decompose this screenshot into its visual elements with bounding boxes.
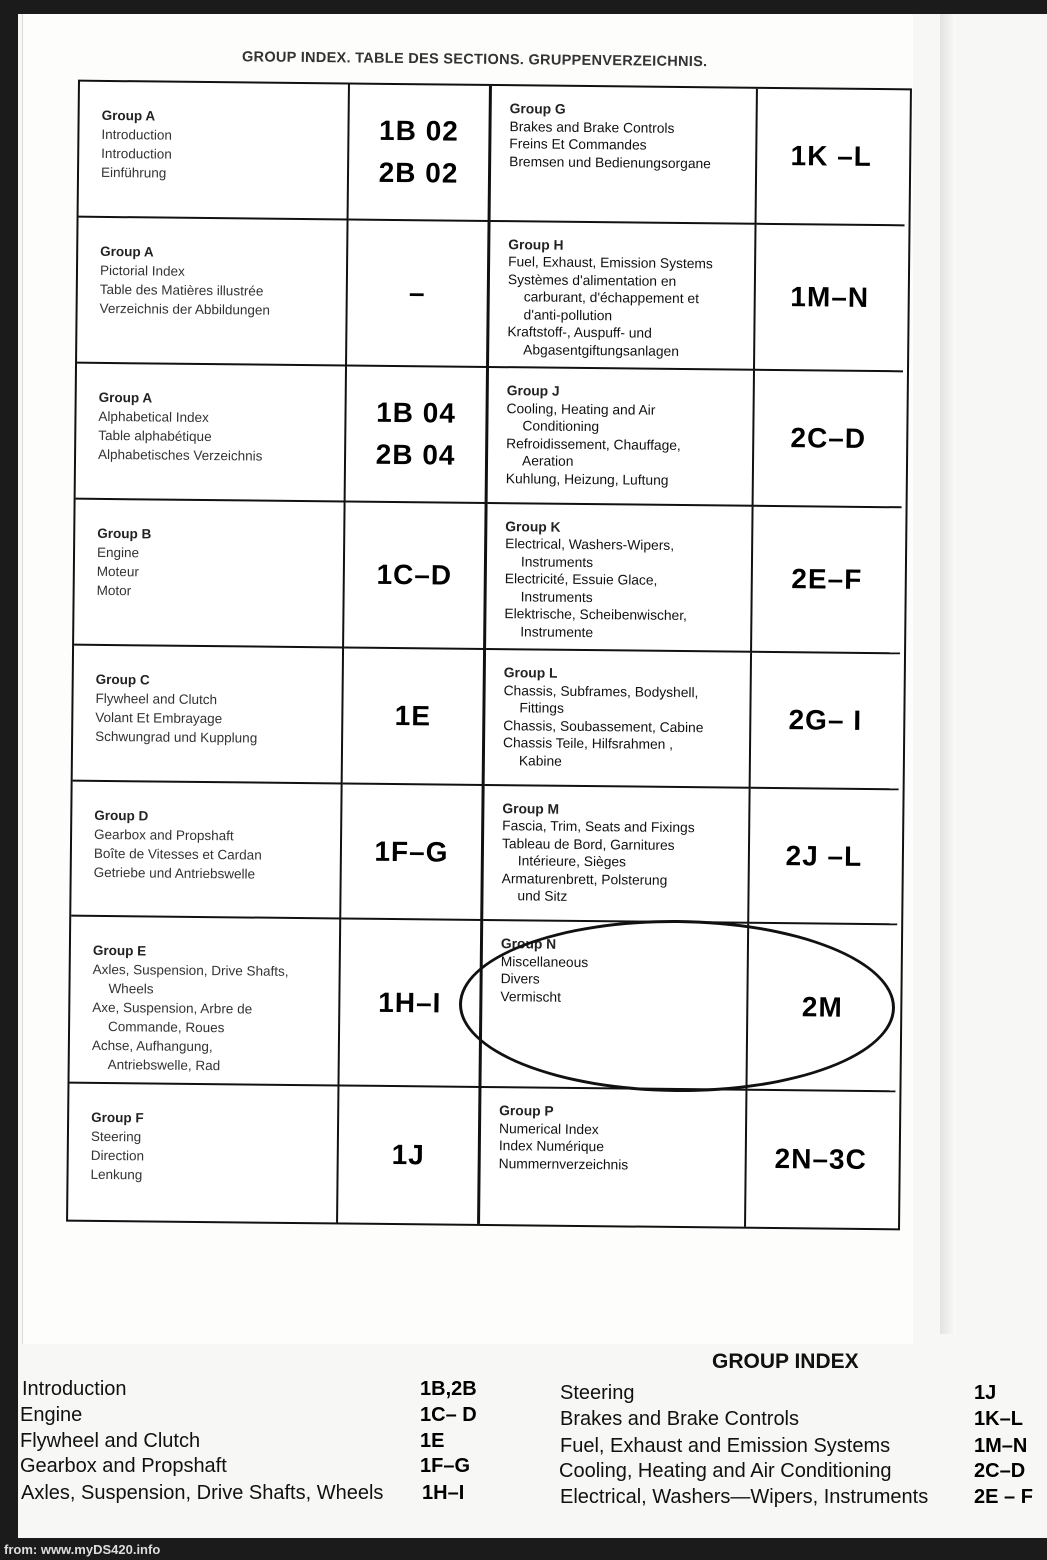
section-code: 1E <box>394 700 432 732</box>
section-code: 1C–D <box>376 558 453 591</box>
group-label: Group A <box>100 243 154 260</box>
right-code-cell <box>749 789 898 926</box>
description-line: Boîte de Vitesses et Cardan <box>93 845 262 863</box>
description-line: Electricité, Essuie Glace, <box>504 571 658 588</box>
right-description-cell <box>489 222 757 371</box>
right-description-cell <box>480 1088 747 1226</box>
right-code-cell <box>755 224 905 372</box>
bottom-index-label: Introduction <box>22 1378 127 1400</box>
description-line: Kuhlung, Heizung, Luftung <box>505 470 669 488</box>
right-code-cell <box>757 89 906 226</box>
description-line: Introduction <box>101 126 173 143</box>
description-line: Verzeichnis der Abbildungen <box>99 300 271 318</box>
left-description-cell <box>79 82 350 220</box>
description-line: Instrumente <box>520 624 594 640</box>
description-line: Chassis, Soubassement, Cabine <box>503 717 704 735</box>
photo-border-top <box>0 0 1047 14</box>
section-code: 1B 02 <box>378 114 460 147</box>
group-label: Group A <box>98 389 153 406</box>
left-code-cell <box>347 220 491 368</box>
page-title: GROUP INDEX. TABLE DES SECTIONS. GRUPPENVERZEICHNIS. <box>241 49 708 71</box>
bottom-group-index <box>0 1344 1047 1538</box>
bottom-index-code: 1K–L <box>974 1408 1023 1430</box>
description-line: Abgasentgiftungsanlagen <box>523 341 680 359</box>
bottom-index-code: 1F–G <box>420 1455 471 1477</box>
bottom-index-label: Flywheel and Clutch <box>20 1430 201 1452</box>
section-code: 2G– I <box>788 704 863 736</box>
group-label: Group A <box>101 107 156 124</box>
group-label: Group J <box>506 383 560 399</box>
description-line: Motor <box>96 582 132 598</box>
group-label: Group G <box>509 101 566 117</box>
left-code-cell <box>346 367 489 504</box>
description-line: Systèmes d'alimentation en <box>507 271 677 289</box>
right-description-cell <box>483 786 750 924</box>
left-code-cell <box>341 784 484 921</box>
bottom-index-code: 1M–N <box>974 1435 1028 1457</box>
left-description-cell <box>73 646 344 784</box>
description-line: Steering <box>90 1129 142 1145</box>
description-line: Alphabetisches Verzeichnis <box>97 446 263 464</box>
description-line: Nummernverzeichnis <box>498 1156 629 1173</box>
photo-border-left <box>0 0 18 1560</box>
right-description-cell <box>491 86 758 224</box>
group-label: Group P <box>499 1103 554 1120</box>
description-line: Conditioning <box>522 418 600 435</box>
description-line: Intérieure, Sièges <box>517 853 627 870</box>
left-description-cell <box>76 364 347 502</box>
group-label: Group D <box>94 807 149 824</box>
description-line: und Sitz <box>517 888 568 905</box>
left-description-cell <box>68 1084 339 1222</box>
description-line: Engine <box>96 544 140 561</box>
bottom-index-code: 1E <box>420 1430 445 1452</box>
description-line: Kabine <box>518 753 562 769</box>
right-description-cell <box>486 504 754 653</box>
description-line: Volant Et Embrayage <box>95 710 223 727</box>
group-label: Group B <box>97 525 152 542</box>
description-line: Wheels <box>108 981 154 997</box>
left-code-cell <box>349 85 492 222</box>
description-line: Table alphabétique <box>98 427 212 445</box>
section-code: 1M–N <box>790 280 870 313</box>
description-line: Getriebe und Antriebswelle <box>93 864 256 882</box>
description-line: Chassis Teile, Hilfsrahmen , <box>503 735 674 753</box>
right-code-cell <box>746 1091 895 1228</box>
description-line: Axles, Suspension, Drive Shafts, <box>92 962 289 980</box>
description-line: Tableau de Bord, Garnitures <box>501 835 675 853</box>
group-label: Group K <box>505 518 561 535</box>
description-line: Electrical, Washers-Wipers, <box>505 536 675 554</box>
group-label: Group C <box>95 672 150 688</box>
bottom-index-code: 1B,2B <box>420 1378 477 1400</box>
left-code-cell <box>344 502 488 650</box>
description-line: Instruments <box>520 589 593 605</box>
description-line: Index Numérique <box>498 1138 605 1155</box>
description-line: Pictorial Index <box>99 262 185 279</box>
description-line: Brakes and Brake Controls <box>509 118 675 136</box>
section-code: 1F–G <box>374 835 449 868</box>
description-line: Schwungrad und Kupplung <box>95 729 258 746</box>
description-line: Refroidissement, Chauffage, <box>506 435 681 453</box>
description-line: Miscellaneous <box>500 954 589 970</box>
right-code-cell <box>752 506 902 654</box>
page-edge-shadow <box>940 14 956 1334</box>
description-line: Numerical Index <box>498 1121 599 1138</box>
description-line: Moteur <box>96 563 139 580</box>
description-line: Vermischt <box>500 989 562 1005</box>
left-description-cell <box>74 499 346 648</box>
bottom-index-code: 2E – F <box>974 1486 1033 1508</box>
section-code: 1J <box>391 1139 426 1171</box>
description-line: Cooling, Heating and Air <box>506 400 656 418</box>
section-code: 1H–I <box>378 986 442 1019</box>
description-line: Table des Matières illustrée <box>99 281 264 299</box>
bottom-index-label: Steering <box>560 1382 635 1404</box>
description-line: Fascia, Trim, Seats and Fixings <box>502 818 695 836</box>
description-line: Antriebswelle, Rad <box>107 1057 221 1074</box>
group-label: Group L <box>503 665 558 681</box>
description-line: Gearbox and Propshaft <box>94 826 234 844</box>
description-line: Commande, Roues <box>108 1019 225 1036</box>
description-line: Aeration <box>521 453 574 469</box>
left-description-cell <box>77 217 349 366</box>
bottom-index-label: Brakes and Brake Controls <box>560 1408 800 1430</box>
right-code-cell <box>754 371 903 508</box>
bottom-index-label: Axles, Suspension, Drive Shafts, Wheels <box>21 1482 384 1504</box>
left-description-cell <box>71 781 342 919</box>
section-code: 2B 04 <box>375 438 456 471</box>
right-description-cell <box>488 368 755 506</box>
description-line: Alphabetical Index <box>98 408 209 426</box>
section-code: 2J –L <box>785 839 863 872</box>
group-label: Group F <box>91 1110 144 1126</box>
description-line: Elektrische, Scheibenwischer, <box>504 606 688 624</box>
group-label: Group N <box>500 936 557 953</box>
section-code: – <box>408 276 426 309</box>
bottom-index-label: Fuel, Exhaust and Emission Systems <box>560 1435 891 1457</box>
description-line: Direction <box>90 1148 145 1164</box>
description-line: Achse, Aufhangung, <box>91 1038 213 1055</box>
right-description-cell <box>485 650 752 788</box>
section-code: 2B 02 <box>378 156 459 189</box>
description-line: Armaturenbrett, Polsterung <box>501 870 668 888</box>
bottom-index-label: Gearbox and Propshaft <box>20 1455 227 1477</box>
left-description-cell <box>69 917 341 1087</box>
description-line: Instruments <box>520 554 594 570</box>
description-line: Fuel, Exhaust, Emission Systems <box>508 254 713 272</box>
description-line: Lenkung <box>90 1167 143 1183</box>
description-line: Introduction <box>101 145 172 162</box>
right-code-cell <box>751 653 900 790</box>
section-code: 2E–F <box>791 563 863 595</box>
bottom-index-code: 1J <box>974 1382 997 1404</box>
description-line: carburant, d'échappement et <box>523 289 700 307</box>
left-code-cell <box>338 1087 481 1224</box>
bottom-index-label: Cooling, Heating and Air Conditioning <box>559 1460 892 1482</box>
bottom-index-code: 2C–D <box>974 1460 1026 1482</box>
description-line: Chassis, Subframes, Bodyshell, <box>503 682 699 700</box>
description-line: Fittings <box>519 700 565 716</box>
bottom-index-label: Engine <box>20 1404 83 1426</box>
description-line: Divers <box>500 971 540 987</box>
section-code: 1B 04 <box>376 396 457 429</box>
group-label: Group M <box>502 800 560 817</box>
description-line: Bremsen und Bedienungsorgane <box>509 153 711 171</box>
source-credit: from: www.myDS420.info <box>4 1542 161 1557</box>
section-code: 2N–3C <box>774 1143 867 1176</box>
bottom-index-title: GROUP INDEX <box>712 1350 859 1373</box>
section-code: 1K –L <box>790 139 873 172</box>
description-line: Kraftstoff-, Auspuff- und <box>507 324 652 341</box>
description-line: Freins Et Commandes <box>509 136 647 153</box>
left-code-cell <box>343 649 486 786</box>
group-label: Group H <box>508 236 564 253</box>
description-line: Axe, Suspension, Arbre de <box>92 1000 253 1017</box>
bottom-index-code: 1C– D <box>420 1404 477 1426</box>
description-line: d'anti-pollution <box>523 306 613 323</box>
section-code: 2C–D <box>790 422 867 454</box>
group-label: Group E <box>92 943 147 959</box>
description-line: Flywheel and Clutch <box>95 691 218 708</box>
bottom-index-code: 1H–I <box>422 1482 465 1504</box>
description-line: Einführung <box>100 164 167 181</box>
section-code: 2M <box>801 991 843 1023</box>
bottom-index-label: Electrical, Washers—Wipers, Instruments <box>560 1486 929 1508</box>
